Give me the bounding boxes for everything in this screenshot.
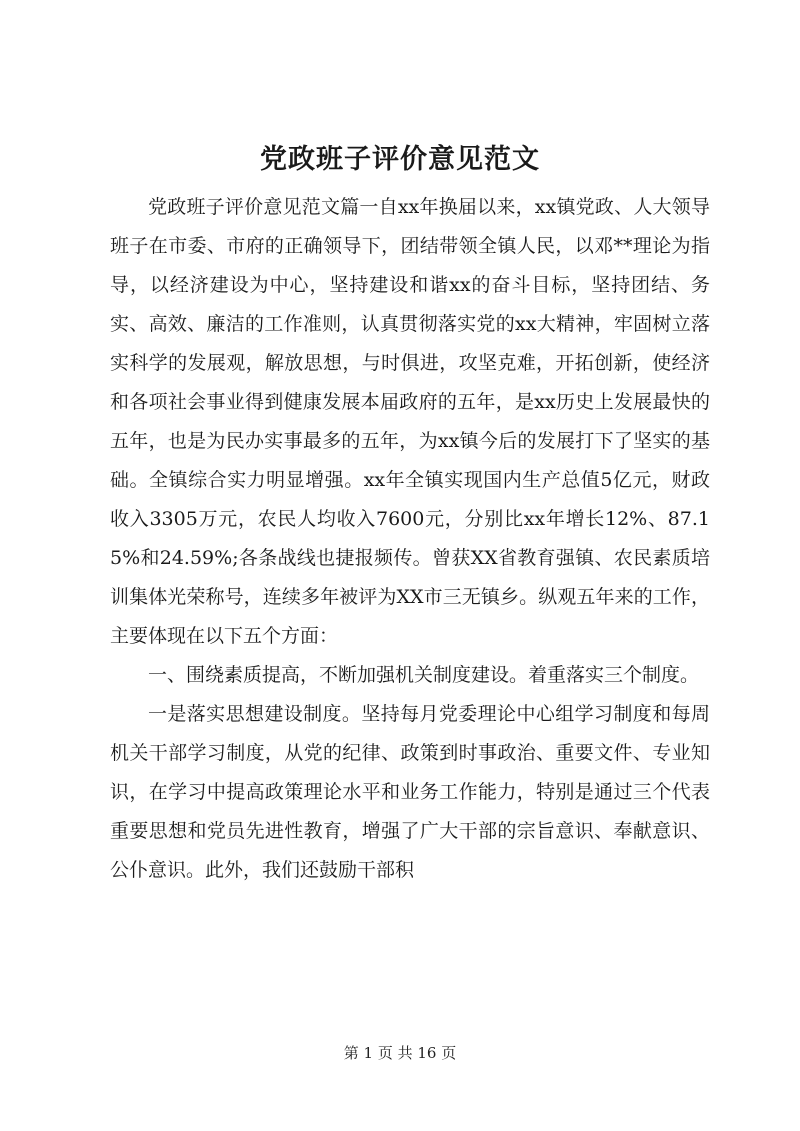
paragraph-section-one: 一、围绕素质提高，不断加强机关制度建设。着重落实三个制度。 [148, 664, 700, 686]
document-body [110, 188, 710, 890]
page-number-footer: 第 1 页 共 16 页 [343, 1044, 457, 1062]
paragraph-intro: 党政班子评价意见范文篇一自xx年换届以来，xx镇党政、人大领导班子在市委、市府的正确领导下，团结带领全镇人民，以邓**理论为指导，以经济建设为中心，坚持建设和谐xx的奋斗目标，坚持团结、务实、高效、廉洁的工作准则，认真贯彻落实党的xx大精神，牢固树立落实科学的发展观，解放思想，与时俱进，攻坚克难，开拓创新，使经济和各项社会事业得到健康发展本届政府的五年，是xx历史上发展最快的五年，也是为民办实事最多的五年，为xx镇今后的发展打下了坚实的基础。全镇综合实力明显增强。xx年全镇实现国内生产总值5亿元，财政收入3305万元，农民人均收入7600元，分别比xx年增长12%、87.15%和24.59%;各条战线也捷报频传。曾获XX省教育强镇、农民素质培训集体光荣称号，连续多年被评为XX市三无镇乡。纵观五年来的工作，主要体现在以下五个方面： [110, 196, 710, 647]
paragraph-thought-building: 一是落实思想建设制度。坚持每月党委理论中心组学习制度和每周机关干部学习制度，从党的纪律、政策到时事政治、重要文件、专业知识，在学习中提高政策理论水平和业务工作能力，特别是通过三个代表重要思想和党员先进性教育，增强了广大干部的宗旨意识、奉献意识、公仆意识。此外，我们还鼓励干部积 [110, 703, 710, 881]
document-title: 党政班子评价意见范文 [260, 144, 540, 175]
